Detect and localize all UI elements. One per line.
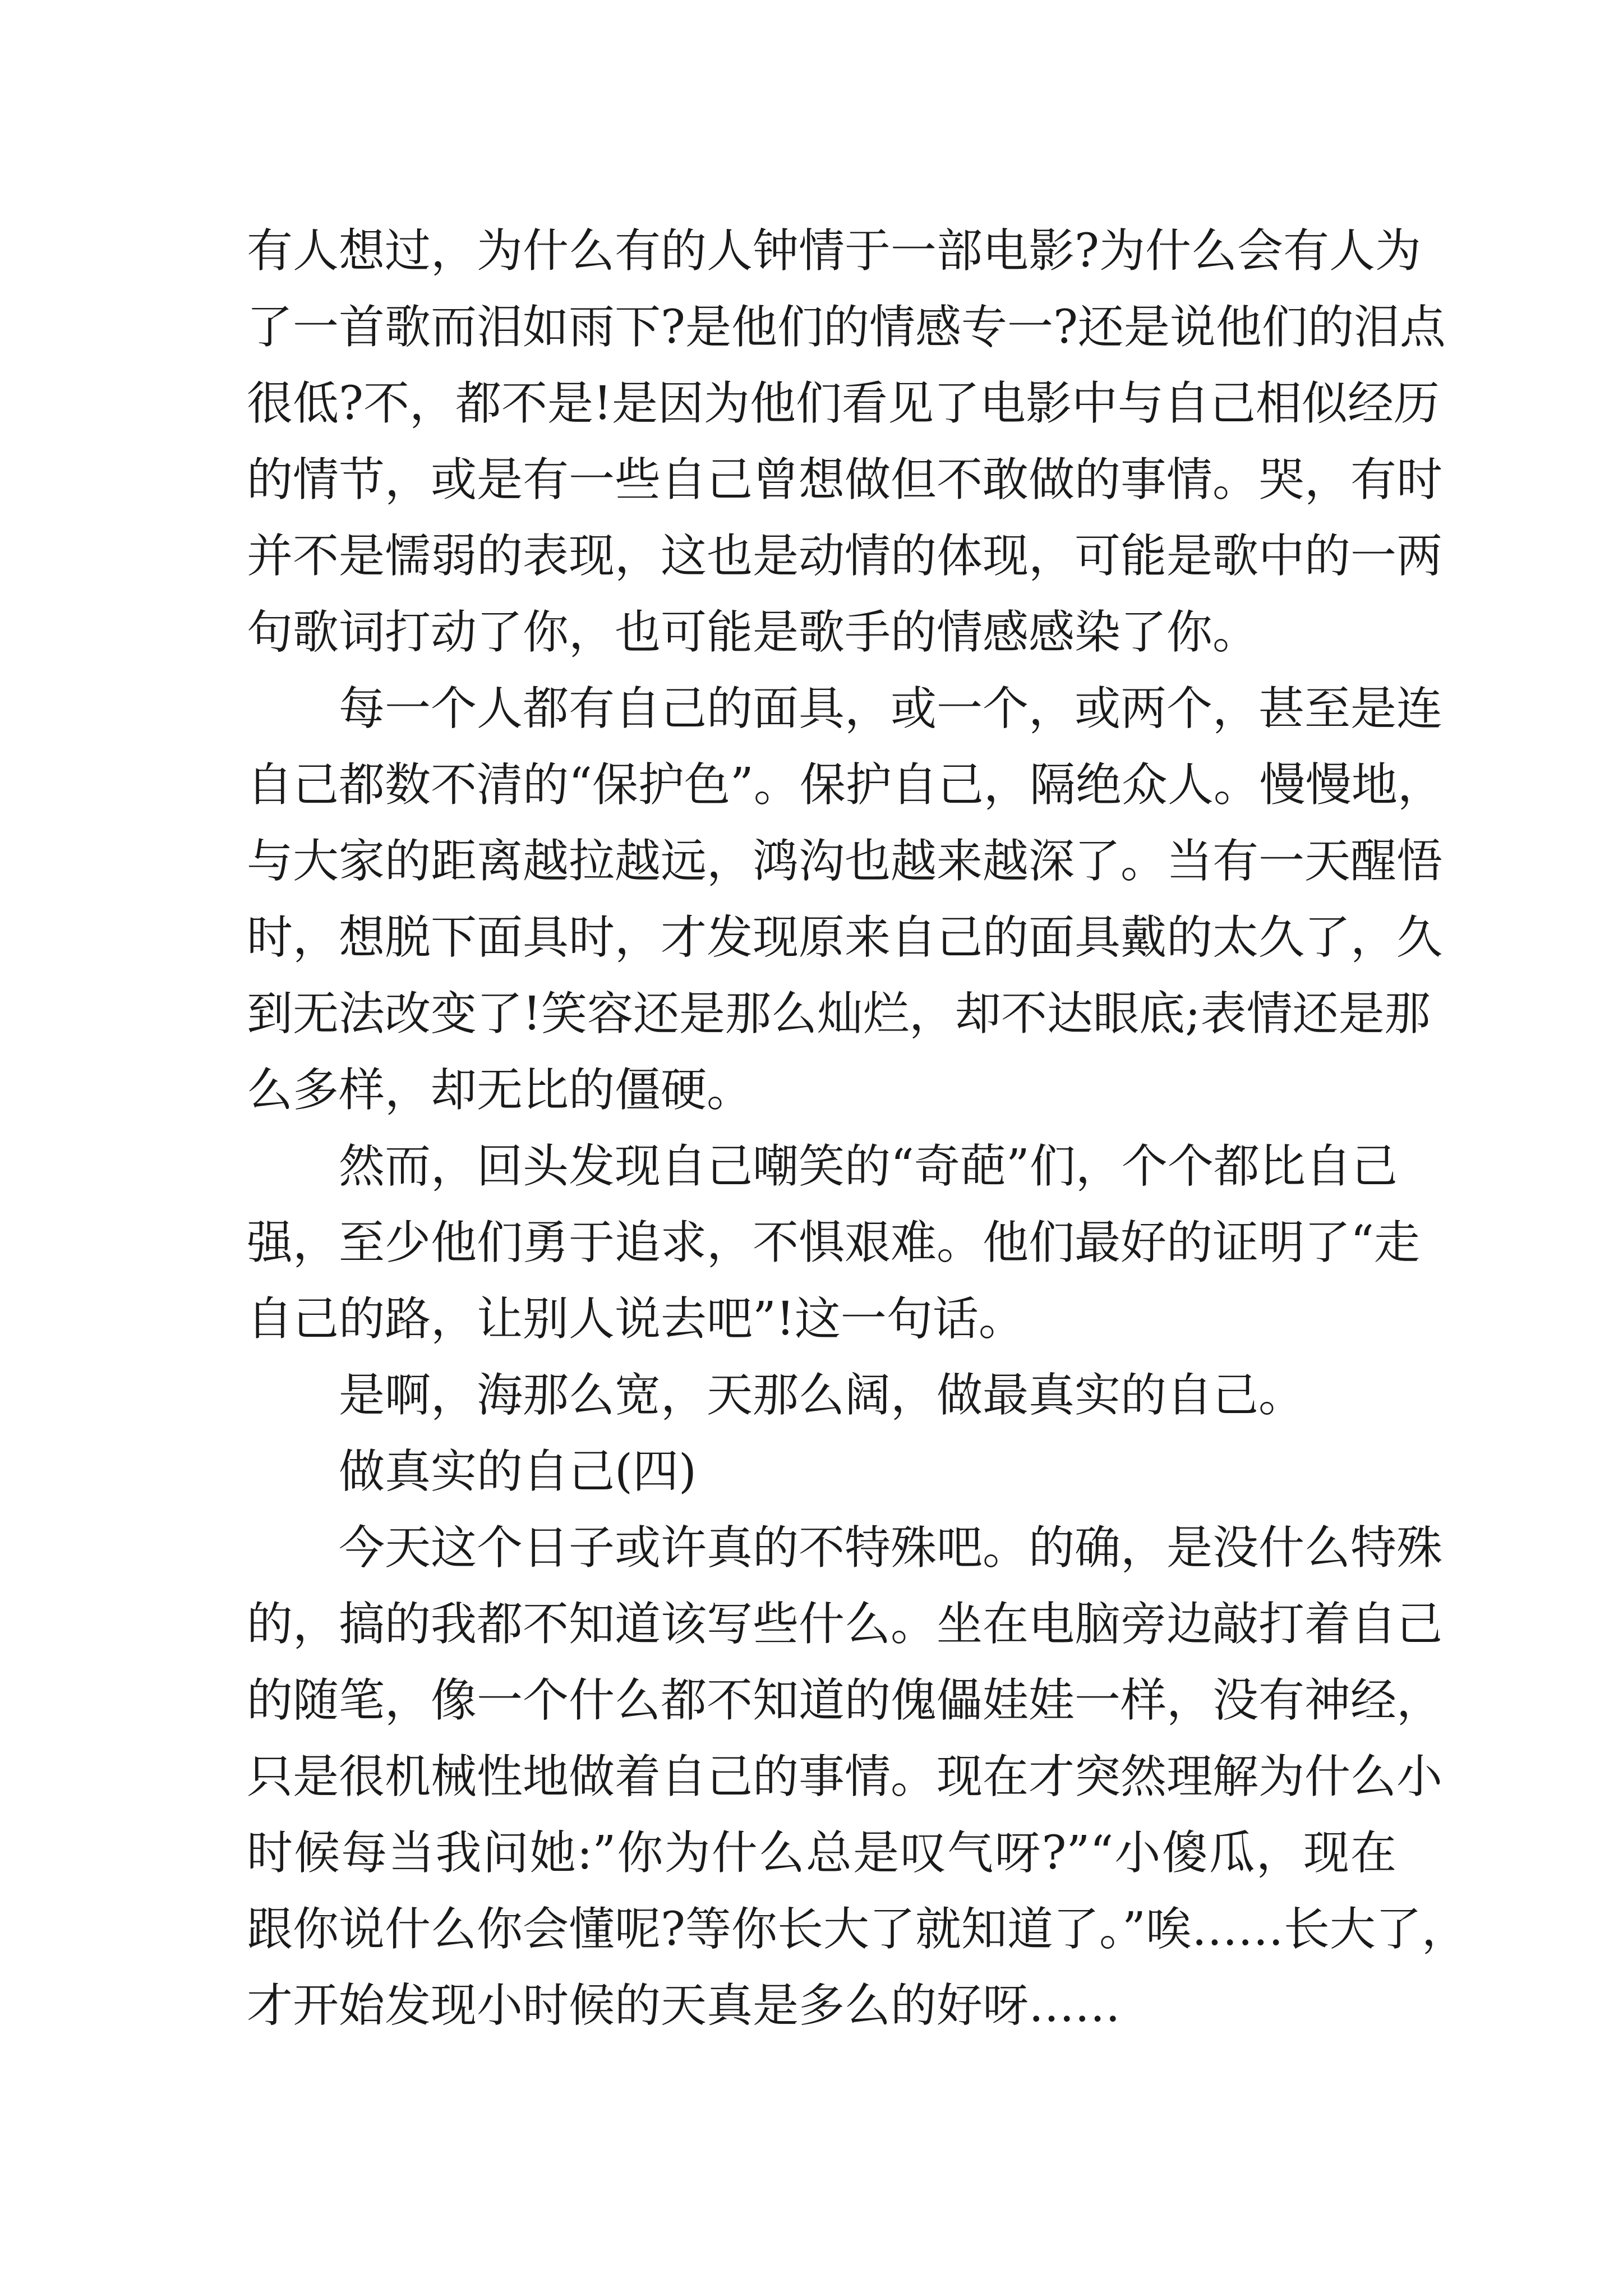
text-line-5: 并不是懦弱的表现，这也是动情的体现，可能是歌中的一两 [247,530,1443,583]
text-line-1: 有人想过，为什么有的人钟情于一部电影?为什么会有人为 [247,224,1421,278]
text-line-10: 时，想脱下面具时，才发现原来自己的面具戴的太久了，久 [247,911,1443,964]
text-line-9: 与大家的距离越拉越远，鸿沟也越来越深了。当有一天醒悟 [247,835,1443,888]
text-line-6: 句歌词打动了你，也可能是歌手的情感感染了你。 [247,606,1259,659]
text-line-20: 的随笔，像一个什么都不知道的傀儡娃娃一样，没有神经， [247,1674,1443,1727]
text-line-11: 到无法改变了!笑容还是那么灿烂，却不达眼底;表情还是那 [247,987,1431,1041]
text-line-16: 是啊，海那么宽，天那么阔，做最真实的自己。 [339,1369,1305,1422]
text-line-19: 的，搞的我都不知道该写些什么。坐在电脑旁边敲打着自己 [247,1598,1443,1651]
text-line-7: 每一个人都有自己的面具，或一个，或两个，甚至是连 [339,682,1443,735]
text-line-14: 强，至少他们勇于追求，不惧艰难。他们最好的证明了“走 [247,1216,1420,1269]
text-line-13: 然而，回头发现自己嘲笑的“奇葩”们，个个都比自己 [339,1140,1398,1193]
text-line-4: 的情节，或是有一些自己曾想做但不敢做的事情。哭，有时 [247,453,1443,507]
text-line-15: 自己的路，让别人说去吧”!这一句话。 [247,1292,1025,1346]
text-line-2: 了一首歌而泪如雨下?是他们的情感专一?还是说他们的泪点 [247,301,1446,354]
text-line-12: 么多样，却无比的僵硬。 [247,1064,753,1117]
text-line-21: 只是很机械性地做着自己的事情。现在才突然理解为什么小 [247,1750,1443,1803]
text-line-22: 时候每当我问她:”你为什么总是叹气呀?”“小傻瓜，现在 [247,1826,1396,1880]
text-line-24: 才开始发现小时候的天真是多么的好呀…… [247,1979,1121,2032]
text-line-3: 很低?不，都不是!是因为他们看见了电影中与自己相似经历 [247,377,1440,430]
section-heading: 做真实的自己(四) [339,1445,697,1498]
body-text [247,213,1468,2044]
text-line-23: 跟你说什么你会懂呢?等你长大了就知道了。”唉……长大了， [247,1903,1468,1956]
text-line-18: 今天这个日子或许真的不特殊吧。的确，是没什么特殊 [339,1521,1443,1575]
text-line-8: 自己都数不清的“保护色”。保护自己，隔绝众人。慢慢地， [247,758,1444,812]
